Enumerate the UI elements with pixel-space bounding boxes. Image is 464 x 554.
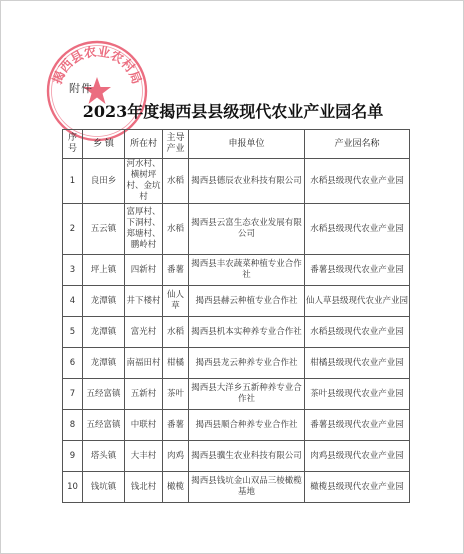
table-row — [63, 379, 410, 410]
cell-no: 4 — [63, 286, 83, 317]
cell-village: 钱北村 — [125, 472, 163, 503]
cell-applicant: 揭西县大洋乡五新种养专业合作社 — [189, 379, 305, 410]
cell-no: 6 — [63, 348, 83, 379]
cell-town: 良田乡 — [83, 159, 125, 204]
cell-park: 水稻县级现代农业产业园 — [305, 159, 410, 204]
cell-village: 大丰村 — [125, 441, 163, 472]
cell-park: 橄榄县级现代农业产业园 — [305, 472, 410, 503]
cell-no: 1 — [63, 159, 83, 204]
cell-town: 坪上镇 — [83, 255, 125, 286]
cell-applicant: 揭西县赫云种植专业合作社 — [189, 286, 305, 317]
cell-industry: 柑橘 — [163, 348, 189, 379]
cell-park: 水稻县级现代农业产业园 — [305, 204, 410, 255]
table-row — [63, 317, 410, 348]
header-applicant: 申报单位 — [189, 130, 305, 159]
cell-no: 9 — [63, 441, 83, 472]
cell-village: 富光村 — [125, 317, 163, 348]
table-header-row — [63, 130, 410, 159]
cell-industry: 水稻 — [163, 204, 189, 255]
cell-park: 番薯县级现代农业产业园 — [305, 255, 410, 286]
cell-industry: 水稻 — [163, 159, 189, 204]
cell-applicant: 揭西县德辰农业科技有限公司 — [189, 159, 305, 204]
cell-town: 龙潭镇 — [83, 317, 125, 348]
table-row — [63, 410, 410, 441]
cell-town: 钱坑镇 — [83, 472, 125, 503]
table-row — [63, 472, 410, 503]
cell-village: 五新村 — [125, 379, 163, 410]
cell-industry: 茶叶 — [163, 379, 189, 410]
cell-no: 8 — [63, 410, 83, 441]
table-row — [63, 286, 410, 317]
cell-park: 柑橘县级现代农业产业园 — [305, 348, 410, 379]
cell-industry: 仙人草 — [163, 286, 189, 317]
cell-town: 五云镇 — [83, 204, 125, 255]
cell-town: 龙潭镇 — [83, 348, 125, 379]
cell-village: 河水村、横树坪村、金坑村 — [126, 159, 161, 202]
cell-village: 四新村 — [125, 255, 163, 286]
cell-applicant: 揭西县顺合种养专业合作社 — [189, 410, 305, 441]
table-row — [63, 441, 410, 472]
cell-no: 5 — [63, 317, 83, 348]
header-no: 序号 — [63, 130, 83, 159]
cell-village: 南福田村 — [125, 348, 163, 379]
cell-no: 2 — [63, 204, 83, 255]
cell-applicant: 揭西县机本实种养专业合作社 — [189, 317, 305, 348]
cell-applicant: 揭西县龙云种养专业合作社 — [189, 348, 305, 379]
attachment-label: 附件 — [69, 82, 93, 95]
header-town: 乡 镇 — [83, 130, 125, 159]
cell-park: 仙人草县级现代农业产业园 — [305, 286, 410, 317]
cell-park: 肉鸡县级现代农业产业园 — [305, 441, 410, 472]
cell-industry: 橄榄 — [163, 472, 189, 503]
header-park: 产业园名称 — [305, 130, 410, 159]
cell-applicant: 揭西县骥生农业科技有限公司 — [189, 441, 305, 472]
cell-applicant: 揭西县丰农蔬菜种植专业合作社 — [189, 255, 305, 286]
cell-industry: 番薯 — [163, 255, 189, 286]
cell-town: 五经富镇 — [83, 379, 125, 410]
cell-industry: 水稻 — [163, 317, 189, 348]
cell-village: 井下楼村 — [125, 286, 163, 317]
cell-park: 茶叶县级现代农业产业园 — [305, 379, 410, 410]
park-list-table — [62, 129, 410, 503]
cell-industry: 肉鸡 — [163, 441, 189, 472]
header-industry: 主导产业 — [163, 130, 189, 159]
cell-no: 3 — [63, 255, 83, 286]
table-row — [63, 255, 410, 286]
cell-village: 富厚村、下洞村、郑塘村、鹏岭村 — [125, 204, 163, 255]
cell-park: 番薯县级现代农业产业园 — [305, 410, 410, 441]
cell-town: 五经富镇 — [83, 410, 125, 441]
cell-village: 中联村 — [125, 410, 163, 441]
cell-town: 龙潭镇 — [83, 286, 125, 317]
cell-park: 水稻县级现代农业产业园 — [305, 317, 410, 348]
table-row — [63, 348, 410, 379]
cell-no: 10 — [63, 472, 83, 503]
document-title: 2023年度揭西县县级现代农业产业园名单 — [82, 102, 384, 121]
table-row — [63, 204, 410, 255]
cell-applicant: 揭西县钱坑金山双品三棱橄榄基地 — [189, 472, 305, 503]
table-row — [63, 159, 410, 204]
seal-text: 揭西县农业农村局 — [49, 43, 145, 87]
cell-applicant: 揭西县云富生态农业发展有限公司 — [189, 204, 305, 255]
header-village: 所在村 — [125, 130, 163, 159]
cell-no: 7 — [63, 379, 83, 410]
cell-industry: 番薯 — [163, 410, 189, 441]
cell-town: 塔头镇 — [83, 441, 125, 472]
